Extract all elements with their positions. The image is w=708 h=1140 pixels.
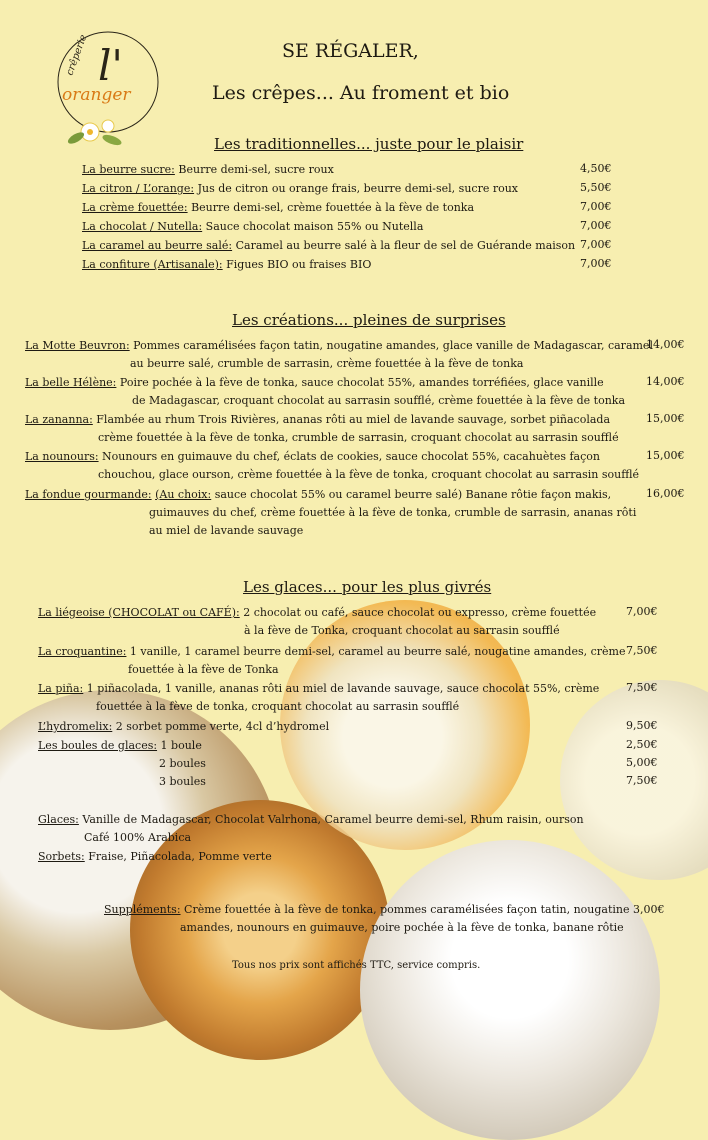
item-price: 7,50€	[626, 644, 658, 657]
section-title-creations: Les créations... pleines de surprises	[232, 311, 506, 329]
page-title: SE RÉGALER,	[282, 40, 419, 62]
item-desc-1: Pommes caramélisées façon tatin, nougatine amandes, glace vanille de Madagascar, caramel	[129, 339, 653, 352]
trad-item	[82, 199, 474, 217]
item-desc: Beurre demi-sel, crème fouettée à la fève de tonka	[187, 201, 475, 214]
item-price: 14,00€	[646, 338, 685, 351]
item-desc-2: au beurre salé, crumble de sarrasin, crème fouettée à la fève de tonka	[130, 357, 524, 370]
item-name: La citron / L’orange:	[82, 182, 195, 195]
item-price: 7,00€	[580, 219, 612, 232]
trad-item	[82, 237, 575, 255]
item-desc-1: Nounours en guimauve du chef, éclats de cookies, sauce chocolat 55%, cacahuètes façon	[98, 450, 600, 463]
item-desc: Caramel au beurre salé à la fleur de sel de Guérande maison	[232, 239, 576, 252]
item-price: 7,00€	[626, 605, 658, 618]
item-desc-1: 2 sorbet pomme verte, 4cl d’hydromel	[112, 720, 330, 733]
item-desc-1: 2 chocolat ou café, sauce chocolat ou expresso, crème fouettée	[239, 606, 597, 619]
item-price: 15,00€	[646, 412, 685, 425]
glaces-list-label: Glaces:	[38, 813, 79, 826]
item-name: La confiture (Artisanale):	[82, 258, 223, 271]
item-name: La nounours:	[25, 450, 99, 463]
item-price: 7,00€	[580, 257, 612, 270]
trad-item	[82, 256, 371, 274]
boules-price-2: 5,00€	[626, 756, 658, 769]
trad-item	[82, 161, 334, 179]
item-name: L’hydromelix:	[38, 720, 113, 733]
item-desc-2: fouettée à la fève de Tonka	[128, 663, 279, 676]
glaces-list-text-2: Café 100% Arabica	[84, 831, 192, 844]
item-desc-1: 1 piñacolada, 1 vanille, ananas rôti au miel de lavande sauvage, sauce chocolat 55%, crème	[83, 682, 600, 695]
item-desc: Figues BIO ou fraises BIO	[222, 258, 372, 271]
item-price: 9,50€	[626, 719, 658, 732]
item-name: La chocolat / Nutella:	[82, 220, 203, 233]
glace-item	[38, 643, 625, 661]
trad-item	[82, 218, 423, 236]
item-desc-3: au miel de lavande sauvage	[149, 524, 304, 537]
boules-price-3: 7,50€	[626, 774, 658, 787]
item-desc-2: chouchou, glace ourson, crème fouettée à la fève de tonka, croquant chocolat au sarrasin soufflé	[98, 468, 640, 481]
glace-item	[38, 680, 599, 698]
boules-2: 2 boules	[159, 757, 206, 770]
item-desc: Sauce chocolat maison 55% ou Nutella	[202, 220, 424, 233]
boules-line-1	[38, 737, 202, 755]
creperie-oranger-logo	[48, 20, 168, 160]
item-name: La zananna:	[25, 413, 93, 426]
item-desc: Beurre demi-sel, sucre roux	[174, 163, 334, 176]
item-desc-2: crème fouettée à la fève de tonka, crumble de sarrasin, croquant chocolat au sarrasin soufflé	[98, 431, 619, 444]
item-desc-1: Flambée au rhum Trois Rivières, ananas rôti au miel de lavande sauvage, sorbet piñacolada	[92, 413, 611, 426]
item-desc-1: sauce chocolat 55% ou caramel beurre salé) Banane rôtie façon makis,	[211, 488, 612, 501]
sorbets-text: Fraise, Piñacolada, Pomme verte	[84, 850, 272, 863]
creation-item	[25, 337, 653, 355]
item-price: 7,00€	[580, 200, 612, 213]
supplements-text-1: Crème fouettée à la fève de tonka, pommes caramélisées façon tatin, nougatine 3,00€	[180, 903, 665, 916]
creation-item	[25, 486, 611, 504]
supplements-text-2: amandes, nounours en guimauve, poire pochée à la fève de tonka, banane rôtie	[180, 921, 624, 934]
item-price: 15,00€	[646, 449, 685, 462]
boules-1: 1 boule	[157, 739, 202, 752]
logo-l: l'	[98, 41, 123, 90]
glaces-list-line-1	[38, 811, 584, 829]
glace-item	[38, 718, 329, 736]
supplements-line-1	[104, 901, 665, 919]
item-price: 5,50€	[580, 181, 612, 194]
item-name: La crème fouettée:	[82, 201, 188, 214]
logo-oranger: oranger	[62, 85, 131, 105]
item-price: 4,50€	[580, 162, 612, 175]
item-price: 7,50€	[626, 681, 658, 694]
boules-price-1: 2,50€	[626, 738, 658, 751]
section-title-glaces: Les glaces... pour les plus givrés	[243, 578, 492, 596]
supplements-label: Suppléments:	[104, 903, 181, 916]
dessert-photo-right	[360, 840, 660, 1140]
item-desc-2: à la fève de Tonka, croquant chocolat au sarrasin soufflé	[244, 624, 560, 637]
creation-item	[25, 374, 604, 392]
sorbets-label: Sorbets:	[38, 850, 85, 863]
footer-note: Tous nos prix sont affichés TTC, service compris.	[232, 960, 481, 971]
boules-3: 3 boules	[159, 775, 206, 788]
logo-creperie: crêperie	[64, 33, 90, 78]
item-name: La Motte Beuvron:	[25, 339, 130, 352]
item-desc: Jus de citron ou orange frais, beurre demi-sel, sucre roux	[194, 182, 519, 195]
section-title-traditionnelles: Les traditionnelles... juste pour le plaisir	[214, 135, 524, 153]
glaces-list-text-1: Vanille de Madagascar, Chocolat Valrhona, Caramel beurre demi-sel, Rhum raisin, ourson	[78, 813, 584, 826]
trad-item	[82, 180, 518, 198]
item-desc-1: Poire pochée à la fève de tonka, sauce chocolat 55%, amandes torréfiées, glace vanille	[116, 376, 604, 389]
item-price: 14,00€	[646, 375, 685, 388]
item-name: La fondue gourmande:	[25, 488, 152, 501]
item-name: La beurre sucre:	[82, 163, 175, 176]
item-price: 7,00€	[580, 238, 612, 251]
item-name: La belle Hélène:	[25, 376, 117, 389]
item-price: 16,00€	[646, 487, 685, 500]
item-name: La piña:	[38, 682, 84, 695]
page-subtitle: Les crêpes... Au froment et bio	[212, 82, 510, 104]
item-name: La liégeoise (CHOCOLAT ou CAFÉ):	[38, 606, 240, 619]
creation-item	[25, 448, 600, 466]
glace-item	[38, 604, 596, 622]
item-name: La croquantine:	[38, 645, 127, 658]
item-desc-1: 1 vanille, 1 caramel beurre demi-sel, caramel au beurre salé, nougatine amandes, crème	[126, 645, 626, 658]
item-name: La caramel au beurre salé:	[82, 239, 233, 252]
item-desc-2: de Madagascar, croquant chocolat au sarrasin soufflé, crème fouettée à la fève de tonka	[132, 394, 626, 407]
item-choice: (Au choix:	[155, 488, 212, 501]
item-desc-2: fouettée à la fève de tonka, croquant chocolat au sarrasin soufflé	[96, 700, 460, 713]
boules-name: Les boules de glaces:	[38, 739, 158, 752]
item-desc-2: guimauves du chef, crème fouettée à la fève de tonka, crumble de sarrasin, ananas rôti	[149, 506, 637, 519]
creation-item	[25, 411, 610, 429]
sorbets-line	[38, 848, 272, 866]
